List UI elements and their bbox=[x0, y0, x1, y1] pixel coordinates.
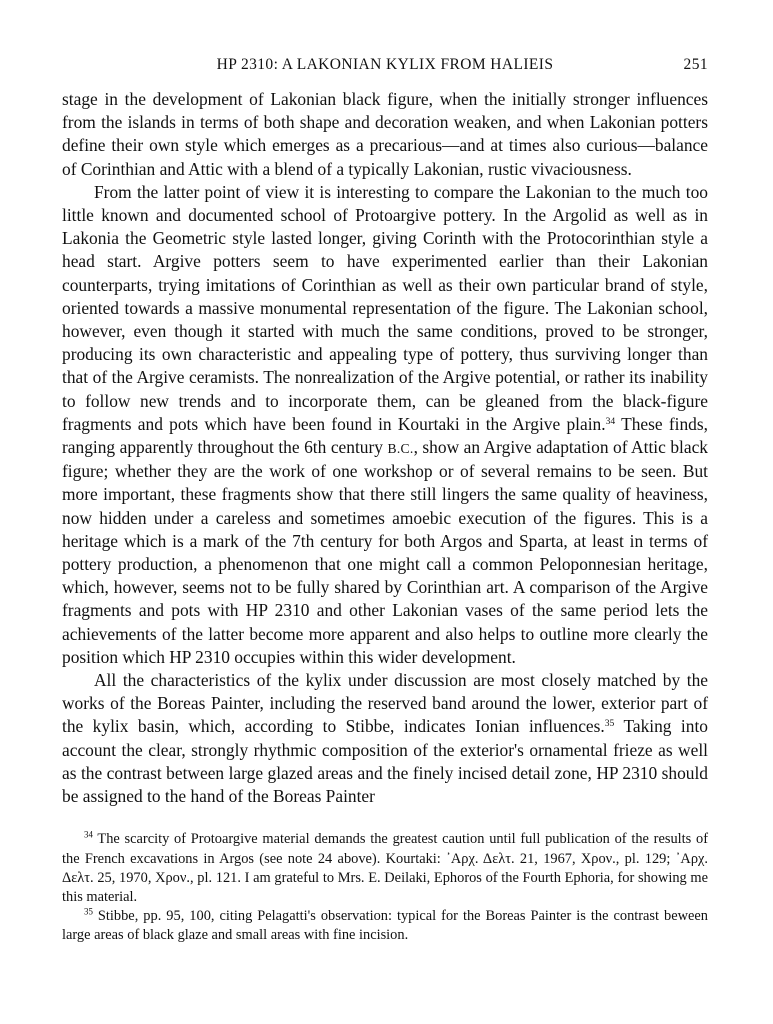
paragraph-3 bbox=[62, 669, 708, 808]
running-head bbox=[62, 56, 708, 82]
paragraph-2-part-a: From the latter point of view it is interesting to compare the Lakonian to the much too little known and documented school of Protoargive pottery. In the Argolid as well as in Lakonia the Geometric style lasted longer, giving Corinth with the Protocorinthian style a head start. Argive potters seem to have experimented earlier than their Lakonian counterparts, trying imitations of Corinthian as well as their own particular brand of style, oriented towards a massive monumental representation of the figure. The Lakonian school, however, even though it started with much the same conditions, proved to be stronger, producing its own characteristic and appealing type of pottery, thus surviving longer than that of the Argive ceramists. The nonrealization of the Argive potential, or rather its inability to follow new trends and to incorporate them, can be gleaned from the black-figure fragments and pots which have been found in Kourtaki in the Argive plain. bbox=[62, 181, 708, 434]
footnote-text: The scarcity of Protoargive material demands the greatest caution until full publication of the results of the French excavations in Argos (see note 24 above). Kourtaki: ᾿Αρχ. Δελτ. 21, 1967, Χρον., pl. 129; ᾿Αρχ. Δελτ. 25, 1970, Χρον., pl. 121. I am grateful to Mrs. E. Deilaki, Ephoros of the Fourth Ephoria, for showing me this material. bbox=[62, 831, 708, 905]
paragraph-2-part-c: , show an Argive adaptation of Attic black figure; whether they are the work of one workshop or of several remains to be seen. But more important, these fragments show that there still lingers the same quality of heaviness, now hidden under a careless and sometimes amoebic execution of the figures. This is a heritage which is a mark of the 7th century for both Argos and Sparta, at least in terms of pottery production, a phenomenon that one might call a common Peloponnesian heritage, which, however, seems not to be fully shared by Corinthian art. A comparison of the Argive fragments and pots with HP 2310 and other Lakonian vases of the same period lets the achievements of the latter become more apparent and also helps to outline more clearly the position which HP 2310 occupies within this wider development. bbox=[62, 437, 708, 667]
paragraph-2 bbox=[62, 181, 708, 669]
era-abbreviation: B.C. bbox=[387, 441, 414, 457]
footnotes bbox=[62, 830, 708, 945]
running-title: HP 2310: A LAKONIAN KYLIX FROM HALIEIS bbox=[216, 56, 554, 73]
footnote-ref-35: 35 bbox=[604, 718, 615, 730]
page-number: 251 bbox=[683, 56, 708, 73]
footnote-ref-34: 34 bbox=[605, 415, 616, 427]
paragraph-1: stage in the development of Lakonian black figure, when the initially stronger influences from the islands in terms of both shape and decoration weaken, and when Lakonian potters define their own style which emerges as a precarious—and at times also curious—balance of Corinthian and Attic with a blend of a typically Lakonian, rustic vivaciousness. bbox=[62, 89, 708, 179]
footnote-35 bbox=[62, 907, 708, 945]
body-text bbox=[62, 88, 708, 808]
paragraph-2-part-b: These finds, ranging apparently throughout the 6th century bbox=[62, 413, 708, 458]
paragraph-3-part-a: All the characteristics of the kylix under discussion are most closely matched by the works of the Boreas Painter, including the reserved band around the lower, exterior part of the kylix basin, which, according to Stibbe, indicates Ionian influences. bbox=[62, 670, 708, 737]
footnote-34 bbox=[62, 830, 708, 907]
footnote-number: 35 bbox=[84, 906, 93, 917]
footnote-number: 34 bbox=[84, 829, 93, 840]
page bbox=[62, 56, 708, 946]
paragraph-3-part-b: Taking into account the clear, strongly rhythmic composition of the exterior's ornamental frieze as well as the contrast between large glazed areas and the finely incised detail zone, HP 2310 should be assigned to the hand of the Boreas Painter bbox=[62, 716, 708, 807]
footnote-text: Stibbe, pp. 95, 100, citing Pelagatti's observation: typical for the Boreas Painter is the contrast beween large areas of black glaze and small areas with fine incision. bbox=[62, 908, 708, 944]
